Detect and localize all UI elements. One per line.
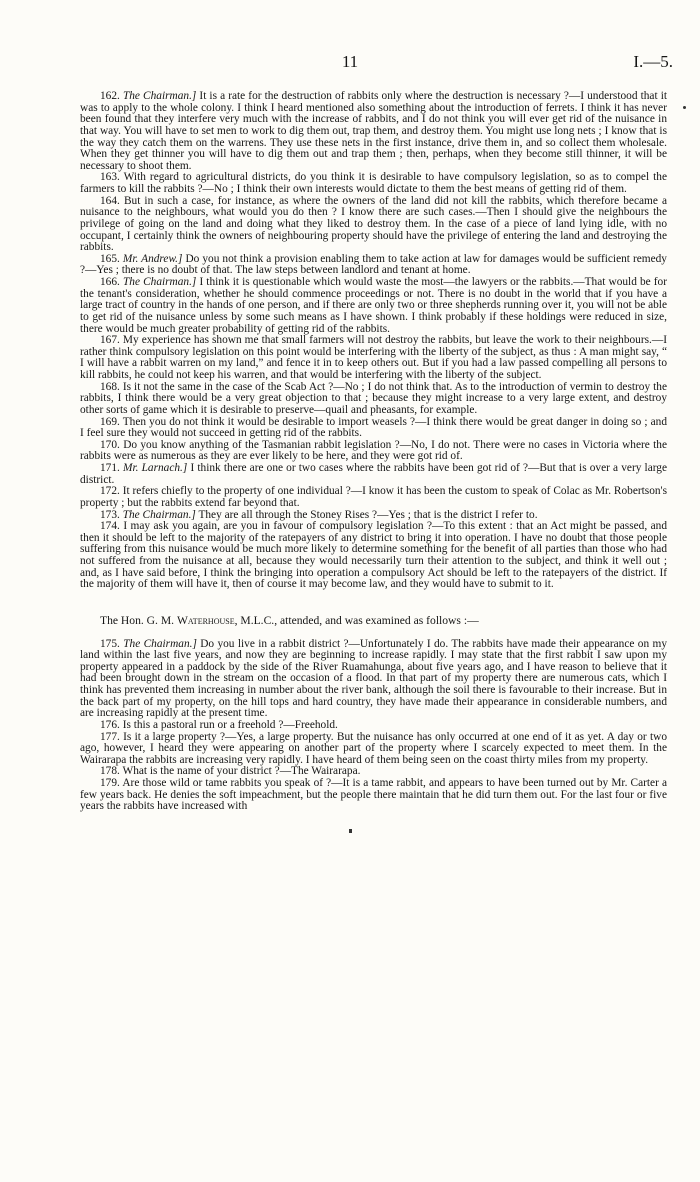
question-paragraph <box>80 639 667 720</box>
question-paragraph <box>80 277 667 335</box>
body-text <box>80 91 667 813</box>
speaker-label: The Chairman.] <box>122 90 197 102</box>
witness-name: Waterhouse <box>176 613 235 627</box>
question-text: Is this a pastoral run or a freehold ?—Freehold. <box>122 718 338 731</box>
question-paragraph <box>80 335 667 382</box>
question-number: 170. <box>100 438 120 451</box>
document-reference: I.—5. <box>633 52 673 71</box>
question-number: 174. <box>100 520 120 533</box>
question-paragraph <box>80 254 667 277</box>
speaker-label: The Chairman.] <box>122 276 197 288</box>
question-text: I think there are one or two cases where the rabbits have been got rid of ?—But that is over a very large district. <box>80 462 668 486</box>
question-text: Do you know anything of the Tasmanian rabbit legislation ?—No, I do not. There were no cases in Victoria where the rabbits were as numerous as they are ever likely to be here, and they were got rid of. <box>80 438 667 463</box>
speaker-label: The Chairman.] <box>123 637 197 650</box>
margin-dot <box>683 106 686 109</box>
question-number: 168. <box>100 380 120 393</box>
witness-intro <box>80 615 667 627</box>
question-text: Then you do not think it would be desirable to import weasels ?—I think there would be great danger in doing so ; and I feel sure they would not succeed in getting rid of the rabbits. <box>80 415 667 440</box>
question-number: 173. <box>100 508 120 521</box>
question-text: They are all through the Stoney Rises ?—Yes ; that is the district I refer to. <box>195 508 538 521</box>
question-number: 164. <box>100 194 120 207</box>
question-paragraph <box>80 732 667 767</box>
speaker-label: The Chairman.] <box>122 508 196 521</box>
question-number: 162. <box>100 90 120 102</box>
section-mark <box>349 829 352 833</box>
question-paragraph <box>80 486 667 509</box>
question-number: 163. <box>100 171 120 184</box>
question-paragraph <box>80 172 667 195</box>
question-number: 177. <box>100 730 120 743</box>
question-text: I think it is questionable which would waste the most—the lawyers or the rabbits.—That would be for the tenant's consideration, whether he should commence proceedings or not. There is no doubt in the world that if you have a large tract of country in the hands of one person, and if there are only two or three shepherds running over it, you will not be able to get rid of the nuisance unless by some such means as I have shown. I think probably if these holdings were reduced in size, there would be much greater probability of getting rid of the rabbits. <box>80 276 667 335</box>
question-text: With regard to agricultural districts, do you think it is desirable to have compulsory legislation, so as to compel the farmers to kill the rabbits ?—No ; I think their own interests would dictate to them the best means of getting rid of them. <box>80 171 667 195</box>
question-text: It refers chiefly to the property of one individual ?—I know it has been the custom to speak of Colac as Mr. Robertson's property ; but the rabbits extend far beyond that. <box>80 485 667 509</box>
question-number: 172. <box>100 485 120 498</box>
question-text: Do you live in a rabbit district ?—Unfortunately I do. The rabbits have made their appearance on my land within the last five years, and now they are beginning to increase rapidly. I may state that the first rabbit I saw upon my property appeared in a paddock by the side of the River Ruamahunga, about five years ago, and I have reason to believe that it had been brought down in the stream on the occasion of a flood. In that part of my property there are numerous cats, which I think has prevented them increasing in number about the river bank, although the soil there is favourable to their increase. But in the back part of my property, on the hill tops and hard country, they have made their appearance in considerable numbers, and are increasing rapidly at the present time. <box>80 637 667 720</box>
question-paragraph <box>80 196 667 254</box>
question-text: It is a rate for the destruction of rabbits only where the destruction is necessary ?—I understood that it was to apply to the whole colony. I think I heard mentioned also something about the introduction of ferrets. I think it has never been found that they interfere very much with the increase of rabbits, and I do not think you will ever get rid of the nuisance in that way. You will have to set men to work to dig them out, trap them, and destroy them. You might use long nets ; I know that is the way they catch them on the warrens. They use these nets in the first instance, drive them in, and so collect them wholesale. When they get thinner you will have to dig them out and trap them ; then, perhaps, when they become still thinner, it will be necessary to shoot them. <box>80 90 667 172</box>
question-paragraph <box>80 463 667 486</box>
speaker-label: Mr. Andrew.] <box>122 252 183 265</box>
question-text: Are those wild or tame rabbits you speak of ?—It is a tame rabbit, and appears to have been turned out by Mr. Carter a few years back. He denies the soft impeachment, but the people there maintain that he did turn them out. For the last four or five years the rabbits have increased with <box>80 777 668 813</box>
witness-prefix: The Hon. G. M. <box>100 613 177 627</box>
question-paragraph <box>80 382 667 417</box>
question-number: 179. <box>100 777 120 789</box>
evidence-section-1 <box>80 91 667 591</box>
question-text: Is it not the same in the case of the Scab Act ?—No ; I do not think that. As to the introduction of vermin to destroy the rabbits, I think there would be a very great objection to that ; because they might increase to a very large extent, and destroy other sorts of game which it is desirable to preserve—quail and pheasants, for example. <box>80 380 667 416</box>
question-number: 171. <box>100 462 120 474</box>
question-paragraph <box>80 521 667 591</box>
question-text: What is the name of your district ?—The Wairarapa. <box>122 765 361 778</box>
question-paragraph <box>80 91 667 172</box>
question-number: 176. <box>100 718 120 731</box>
question-number: 166. <box>100 276 120 288</box>
question-number: 169. <box>100 415 120 428</box>
section-gap <box>80 591 667 615</box>
question-number: 175. <box>100 637 120 650</box>
question-number: 167. <box>100 334 120 347</box>
page-number: 11 <box>341 52 359 71</box>
question-number: 178. <box>100 765 120 778</box>
question-paragraph <box>80 417 667 440</box>
question-text: But in such a case, for instance, as where the owners of the land did not kill the rabbits, which therefore became a nuisance to the neighbours, what would you do then ? I know there are such cases.—Then I should give the neighbours the privilege of going on the land and doing what they liked to destroy them. In the case of a piece of land lying idle, with no occupant, I certainly think the owners of neighbouring property should have the privilege of entering the land and destroying the rabbits. <box>80 194 667 254</box>
question-text: Do you not think a provision enabling them to take action at law for damages would be sufficient remedy ?—Yes ; there is no doubt of that. The law steps between landlord and tenant at home. <box>80 252 667 277</box>
question-text: My experience has shown me that small farmers will not destroy the rabbits, but leave the work to their neighbours.—I rather think compulsory legislation on this point would be interfering with the liberty of the subject, as thus : A man might say, “ I will have a rabbit warren on my land,” and fence it in to keep others out. But if you had a law passed compelling all persons to kill rabbits, he could not keep his warren, and that would be interfering with the liberty of the subject. <box>80 334 667 381</box>
question-paragraph <box>80 778 667 813</box>
question-number: 165. <box>100 252 120 265</box>
evidence-section-2 <box>80 639 667 813</box>
question-text: Is it a large property ?—Yes, a large property. But the nuisance has only occurred at one end of it as yet. A day or two ago, however, I heard they were appearing on another part of the property where I scarcely expected to meet them. In the Wairarapa the rabbits are increasing very rapidly. I have heard of them being seen on the coast thirty miles from my property. <box>80 730 667 766</box>
question-paragraph <box>80 440 667 463</box>
question-text: I may ask you again, are you in favour of compulsory legislation ?—To this extent : that an Act might be passed, and then it should be left to the majority of the ratepayers of any district to bring it into operation. I have no doubt that those people suffering from this nuisance would be much more likely to determine something for the benefit of all parties than those who had not suffered from the nuisance at all, because they would necessarily turn their attention to the subject, and think it well out ; and, as I have said before, I think the bringing into operation a compulsory Act should be left to the ratepayers of the district. If the majority of them will have it, then of course it may become law, and they would have to submit to it. <box>80 520 667 591</box>
speaker-label: Mr. Larnach.] <box>123 462 188 474</box>
witness-suffix: , M.L.C., attended, and was examined as follows :— <box>234 613 479 627</box>
